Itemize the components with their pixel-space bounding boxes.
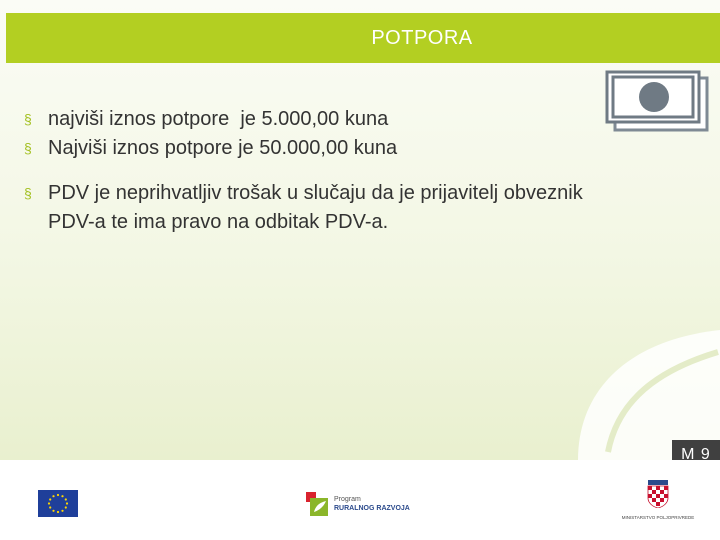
list-item (24, 105, 604, 134)
bullet-text: Najviši iznos potpore je 50.000,00 kuna (48, 137, 398, 159)
footer (0, 470, 720, 540)
ministry-logo (610, 480, 706, 520)
bullet-text: najviši iznos potpore je 5.000,00 kuna (48, 108, 389, 130)
slide-title: POTPORA (371, 26, 473, 49)
title-bar (6, 13, 720, 63)
money-icon (603, 70, 713, 141)
program-line-2: RURALNOG RAZVOJA (334, 505, 410, 512)
bullet-marker: § (24, 140, 32, 156)
list-item (24, 179, 604, 237)
croatian-coat-of-arms-icon (647, 480, 669, 508)
bullet-marker: § (24, 111, 32, 127)
bullet-text: PDV je neprihvatljiv trošak u slučaju da je prijavitelj obveznik PDV-a te ima pravo na odbitak PDV-a. (48, 182, 583, 233)
bullet-list (24, 105, 604, 237)
bullet-marker: § (24, 185, 32, 201)
list-item (24, 134, 604, 163)
program-line-1: Program (334, 496, 361, 503)
ministry-name: MINISTARSTVO POLJOPRIVREDE (621, 515, 695, 520)
eu-flag-icon (38, 490, 78, 522)
program-logo-icon (306, 492, 330, 516)
program-logo (306, 492, 410, 516)
measure-badge: M 9 (672, 440, 720, 460)
